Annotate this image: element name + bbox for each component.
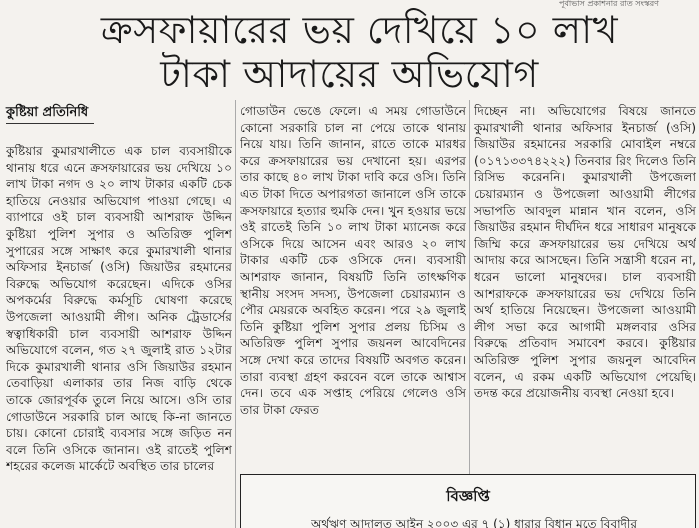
headline <box>0 8 699 100</box>
article-column-2 <box>240 103 466 468</box>
headline-line-1: ক্রসফায়ারের ভয় দেখিয়ে ১০ লাখ <box>100 8 619 52</box>
column-3-text: দিচ্ছেন না। অভিযোগের বিষয়ে জানতে কুমারখালী থানার অফিসার ইনচার্জ (ওসি) জিয়াউর রহমানের সরকারি মোবাইল নম্বরে (০১৭১৩৩৭৪২২২) তিনবার রিং দিলেও তিনি রিসিভ করেননি। কুমারখালী উপজেলা চেয়ারম্যান ও উপজেলা আওয়ামী লীগের সভাপতি আবদুল মান্নান খান বলেন, ওসি জিয়াউর রহমান দীর্ঘদিন ধরে সাধারণ মানুষকে জিম্মি করে ক্রসফায়ারের ভয় দেখিয়ে অর্থ আদায় করে আসছেন। তিনি সন্ত্রাসী ধরেন না, ধরেন ভালো মানুষদের। চাল ব্যবসায়ী আশরাফকে ক্রসফায়ারের ভয় দেখিয়ে তিনি অর্থ হাতিয়ে নিয়েছেন। উপজেলা আওয়ামী লীগ সভা করে আগামী মঙ্গলবার ওসির বিরুদ্ধে প্রতিবাদ সমাবেশ করবে। কুষ্টিয়ার অতিরিক্ত পুলিশ সুপার জয়নুল আবেদিন বলেন, এ রকম একটি অভিযোগ পেয়েছি। তদন্ত করে প্রয়োজনীয় ব্যবস্থা নেওয়া হবে। <box>474 104 696 401</box>
column-divider-1 <box>235 100 236 528</box>
column-1-text: কুষ্টিয়ার কুমারখালীতে এক চাল ব্যবসায়ীকে থানায় ধরে এনে ক্রসফায়ারের ভয় দেখিয়ে ১০ লাখ টাকা নগদ ও ২০ লাখ টাকার একটি চেক হাতিয়ে নেওয়ার অভিযোগ পাওয়া গেছে। এ ব্যাপারে ওই চাল ব্যবসায়ী আশরাফ উদ্দিন কুষ্টিয়া পুলিশ সুপার ও অতিরিক্ত পুলিশ সুপারের সঙ্গে সাক্ষাৎ করে কুমারখালী থানার অফিসার ইনচার্জ (ওসি) জিয়াউর রহমানের বিরুদ্ধে অভিযোগ করেছেন। এদিকে ওসির অপকর্মের বিরুদ্ধে কর্মসূচি ঘোষণা করেছে উপজেলা আওয়ামী লীগ। অনিক ট্রেডার্সের স্বত্বাধিকারী চাল ব্যবসায়ী আশরাফ উদ্দিন অভিযোগে বলেন, গত ২৭ জুলাই রাত ১২টার দিকে কুমারখালী থানার ওসি জিয়াউর রহমান তেবাড়িয়া এলাকার তার নিজ বাড়ি থেকে তাকে জোরপূর্বক তুলে নিয়ে আসে। ওসি তার গোডাউনে সরকারি চাল আছে কি-না জানতে চায়। কোনো চোরাই ব্যবসার সঙ্গে জড়িত নন বলে তিনি ওসিকে জানান। ওই রাতেই পুলিশ শহরের কলেজ মার্কেটে অবস্থিত তার চালের <box>6 144 232 474</box>
article-column-3 <box>474 103 696 468</box>
column-2-text: গোডাউন ভেঙে ফেলে। এ সময় গোডাউনে কোনো সরকারি চাল না পেয়ে তাকে থানায় নিয়ে যায়। তিনি জানান, রাতে তাকে মারধর করে ক্রসফায়ারের ভয় দেখানো হয়। এরপর তার কাছে ৪০ লাখ টাকা দাবি করে ওসি। তিনি এত টাকা দিতে অপারগতা জানালে ওসি তাকে ক্রসফায়ারে হত্যার হুমকি দেন। খুন হওয়ার ভয়ে ওই রাতেই তিনি ১০ লাখ টাকা ম্যানেজ করে ওসিকে দিয়ে আসেন এবং আরও ২০ লাখ টাকার একটি চেক ওসিকে দেন। ব্যবসায়ী আশরাফ জানান, বিষয়টি তিনি তাৎক্ষণিক স্থানীয় সংসদ সদস্য, উপজেলা চেয়ারম্যান ও পৌর মেয়রকে অবহিত করেন। পরে ২৯ জুলাই তিনি কুষ্টিয়া পুলিশ সুপার প্রলয় চিসিম ও অতিরিক্ত পুলিশ সুপার জয়নল আবেদিনের সঙ্গে দেখা করে তাদের বিষয়টি অবগত করেন। তারা ব্যবস্থা গ্রহণ করবেন বলে তাকে আশ্বাস দেন। তবে এক সপ্তাহ পেরিয়ে গেলেও ওসি তার টাকা ফেরত <box>240 104 466 417</box>
column-divider-2 <box>469 100 470 528</box>
headline-line-2: টাকা আদায়ের অভিযোগ <box>160 52 539 96</box>
article-column-1 <box>6 143 232 528</box>
byline: কুষ্টিয়া প্রতিনিধি <box>6 105 89 120</box>
notice-box <box>240 474 696 528</box>
notice-title: বিজ্ঞপ্তি <box>446 487 490 505</box>
notice-text: অর্থঋণ আদালত আইন ২০০৩ এর ৭ (১) ধারার বিধান মতে বিবাদীর <box>311 517 637 528</box>
page-header-strip: পূর্বাভাস প্রকাশনার রাত সংস্করণ <box>559 0 659 8</box>
byline-underline <box>6 123 94 124</box>
